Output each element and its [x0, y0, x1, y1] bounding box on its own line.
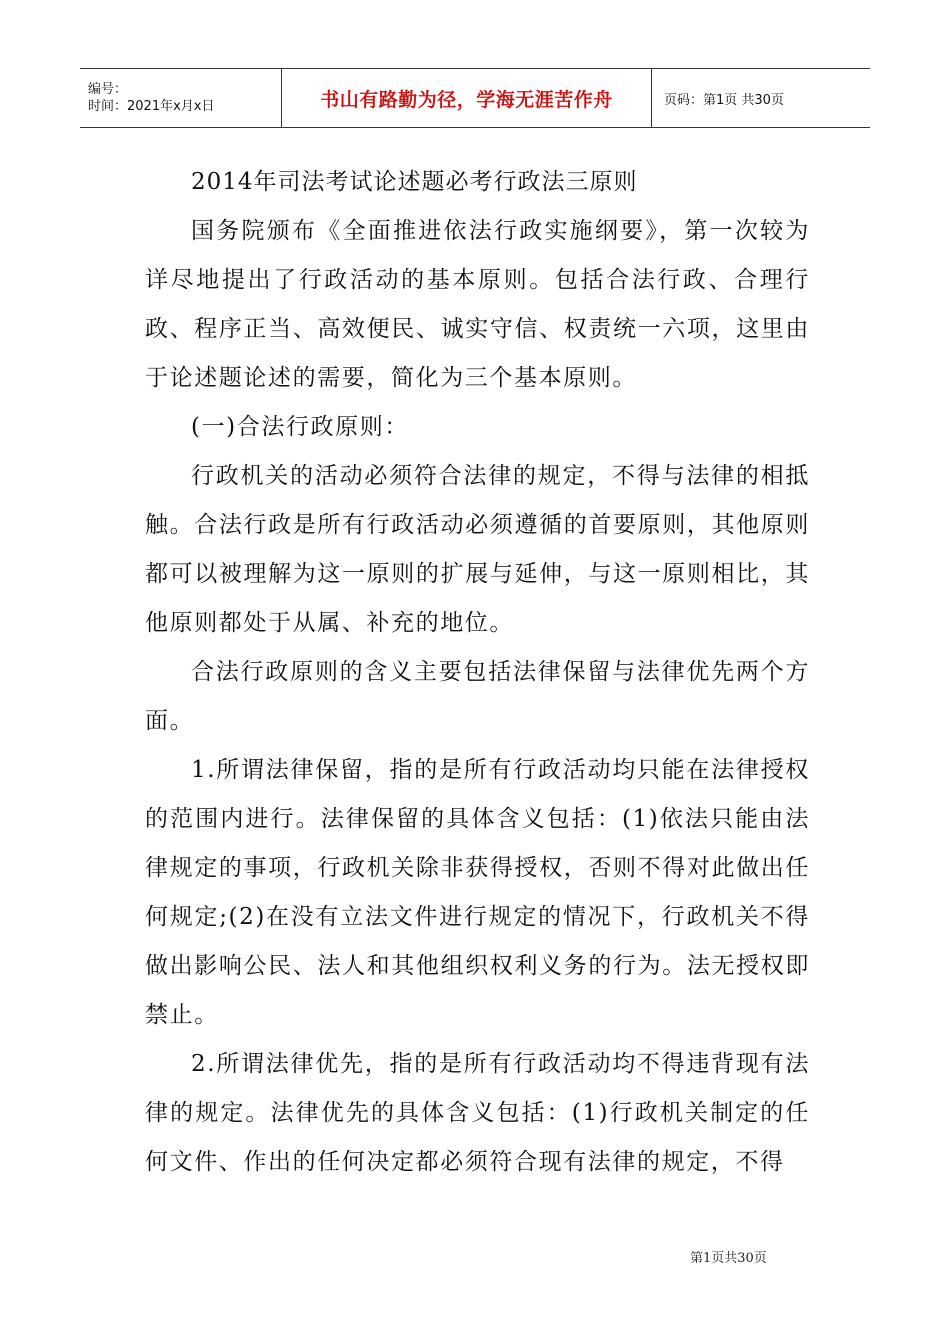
paragraph: 国务院颁布《全面推进依法行政实施纲要》，第一次较为详尽地提出了行政活动的基本原则。包括合法行政、合理行政、程序正当、高效便民、诚实守信、权责统一六项，这里由于论述题论述的需要，简化为三个基本原则。 [145, 218, 810, 391]
paragraph: 1.所谓法律保留，指的是所有行政活动均只能在法律授权的范围内进行。法律保留的具体含义包括：(1)依法只能由法律规定的事项，行政机关除非获得授权，否则不得对此做出任何规定;(2)在没有立法文件进行规定的情况下，行政机关不得做出影响公民、法人和其他组织权利义务的行为。法无授权即禁止。 [145, 757, 810, 1028]
time-label: 时间：2021年x月x日 [88, 99, 215, 114]
header-motto-cell [282, 69, 652, 127]
page-header [80, 68, 870, 128]
page-footer [690, 1247, 830, 1266]
page-info: 页码：第1页 共30页 [664, 92, 784, 108]
section-heading: (一)合法行政原则： [191, 414, 409, 440]
document-body [145, 158, 810, 1187]
paragraph: 行政机关的活动必须符合法律的规定，不得与法律的相抵触。合法行政是所有行政活动必须遵循的首要原则，其他原则都可以被理解为这一原则的扩展与延伸，与这一原则相比，其他原则都处于从属、补充的地位。 [145, 463, 810, 636]
header-page-cell [652, 69, 870, 127]
footer-page-number: 第1页共30页 [690, 1251, 767, 1266]
document-title: 2014年司法考试论述题必考行政法三原则 [191, 169, 638, 195]
paragraph: 合法行政原则的含义主要包括法律保留与法律优先两个方面。 [145, 659, 810, 734]
paragraph: 2.所谓法律优先，指的是所有行政活动均不得违背现有法律的规定。法律优先的具体含义包括：(1)行政机关制定的任何文件、作出的任何决定都必须符合现有法律的规定，不得 [145, 1051, 810, 1175]
motto-text: 书山有路勤为径，学海无涯苦作舟 [320, 88, 613, 111]
serial-label: 编号： [88, 82, 128, 97]
header-meta [80, 69, 282, 127]
